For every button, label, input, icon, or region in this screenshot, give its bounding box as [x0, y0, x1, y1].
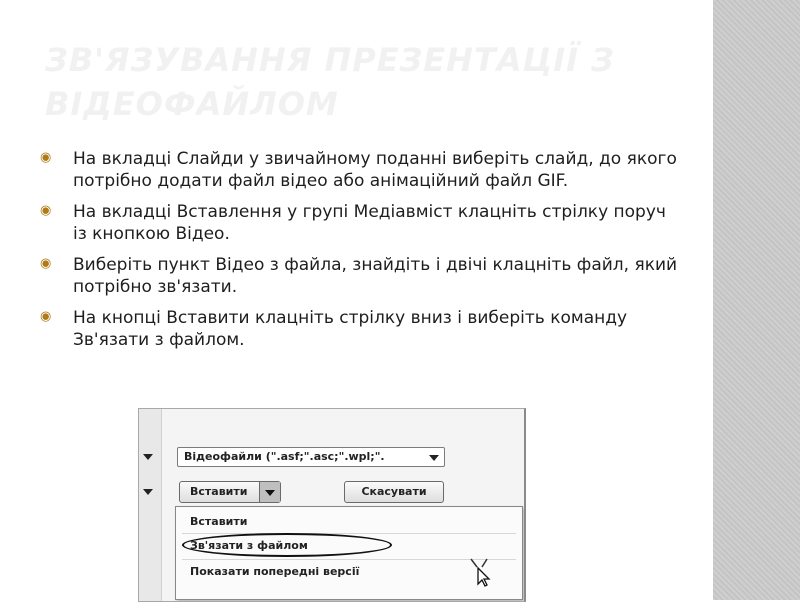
bullet-text: На вкладці Вставлення у групі Медіавміст клацніть стрілку поруч із кнопкою Відео.: [73, 202, 666, 244]
embedded-dialog-screenshot: [138, 408, 526, 602]
menu-item-insert[interactable]: Вставити: [190, 515, 248, 528]
chevron-down-icon: [143, 489, 153, 495]
bullet-text: Виберіть пункт Відео з файла, знайдіть і двічі клацніть файл, який потрібно зв'язати.: [73, 255, 678, 297]
file-type-filter[interactable]: [177, 447, 445, 467]
dialog-left-strip: [139, 409, 162, 601]
slide-title: ЗВ'ЯЗУВАННЯ ПРЕЗЕНТАЦІЇ З ВІДЕОФАЙЛОМ: [45, 41, 615, 123]
decorative-side-bar: [713, 0, 800, 600]
file-type-filter-label: Відеофайли (".asf;".asc;".wpl;".: [184, 450, 385, 463]
insert-dropdown-arrow[interactable]: [259, 482, 280, 502]
insert-button-label: Вставити: [190, 485, 248, 498]
bullet-text: На вкладці Слайди у звичайному поданні виберіть слайд, до якого потрібно додати файл відео або анімаційний файл GIF.: [73, 149, 677, 191]
bullet-text: На кнопці Вставити клацніть стрілку вниз і виберіть команду Зв'язати з файлом.: [73, 308, 628, 350]
bullet-item: [38, 148, 678, 192]
bullet-item: [38, 307, 678, 351]
menu-item-link-to-file[interactable]: Зв'язати з файлом: [190, 539, 308, 552]
bullet-item: [38, 254, 678, 298]
bullet-icon: [40, 152, 52, 164]
bullet-item: [38, 201, 678, 245]
menu-divider: [182, 559, 516, 560]
cancel-button[interactable]: Скасувати: [344, 481, 444, 503]
mouse-cursor-icon: [469, 557, 491, 587]
bullet-icon: [40, 258, 52, 270]
bullet-list: [38, 148, 678, 360]
bullet-icon: [40, 311, 52, 323]
dropdown-arrow-icon: [429, 455, 439, 461]
menu-item-show-previous-versions[interactable]: Показати попередні версії: [190, 565, 360, 578]
bullet-icon: [40, 205, 52, 217]
chevron-down-icon: [143, 454, 153, 460]
insert-button[interactable]: [179, 481, 281, 503]
